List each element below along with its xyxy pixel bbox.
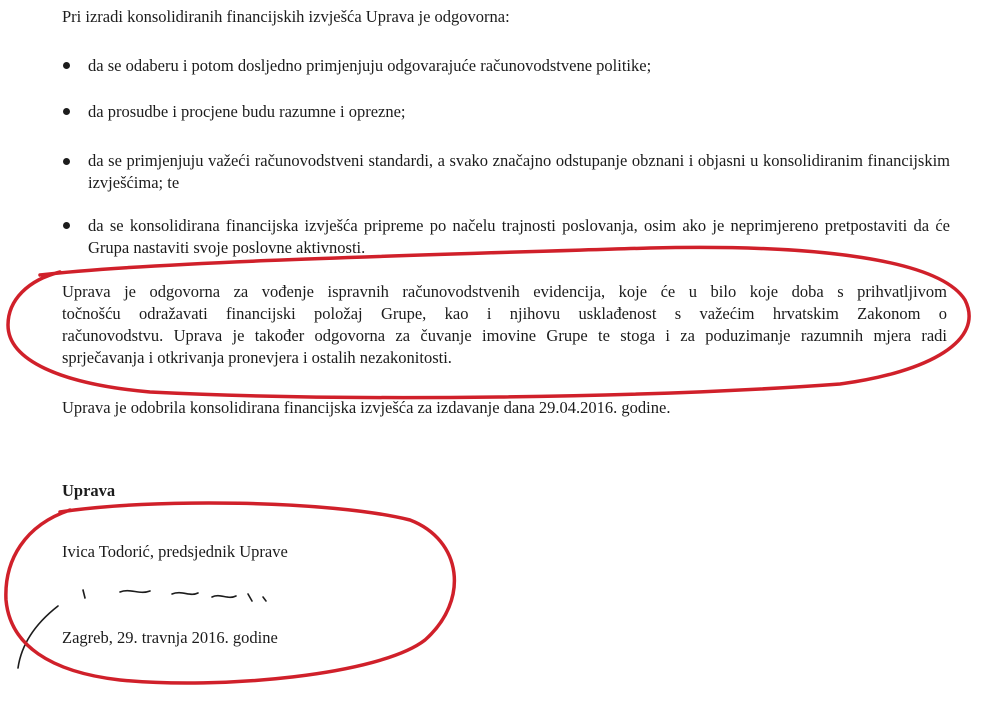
approval-statement: Uprava je odobrila konsolidirana financijska izvješća za izdavanje dana 29.04.2016. godine. — [62, 398, 671, 417]
bullet-marker — [63, 108, 70, 115]
bullet-item-policies: da se odaberu i potom dosljedno primjenjuju odgovarajuće računovodstvene politike; — [88, 56, 652, 75]
intro-line: Pri izradi konsolidiranih financijskih izvješća Uprava je odgovorna: — [62, 7, 510, 26]
responsibility-line: točnošću odražavati financijski položaj Grupe, kao i njihovu usklađenost s važećim hrvatskim Zakonom o — [62, 304, 947, 323]
place-and-date: Zagreb, 29. travnja 2016. godine — [62, 628, 278, 647]
responsibility-line: računovodstvu. Uprava je također odgovorna za čuvanje imovine Grupe te stoga i za poduzimanje razumnih mjera radi — [62, 326, 947, 345]
responsibility-line: sprječavanja i otkrivanja pronevjera i ostalih nezakonitosti. — [62, 348, 452, 367]
bullet-marker — [63, 222, 70, 229]
signatory-name: Ivica Todorić, predsjednik Uprave — [62, 542, 288, 561]
bullet-marker — [63, 158, 70, 165]
bullet-marker — [63, 62, 70, 69]
responsibility-paragraph — [62, 281, 947, 369]
bullet-item-judgements: da prosudbe i procjene budu razumne i oprezne; — [88, 102, 406, 121]
responsibility-line: Uprava je odgovorna za vođenje ispravnih računovodstvenih evidencija, koje će u bilo koje doba s prihvatljivom — [62, 282, 947, 301]
signatory-heading: Uprava — [62, 481, 116, 500]
bullet-item-going-concern: da se konsolidirana financijska izvješća pripreme po načelu trajnosti poslovanja, osim ako je neprimjereno pretpostaviti da će Grupa nastaviti svoje poslovne aktivnosti. — [88, 216, 950, 257]
bullet-item-standards: da se primjenjuju važeći računovodstveni standardi, a svako značajno odstupanje obznani i objasni u konsolidiranim financijskim izvješćima; te — [88, 151, 950, 192]
